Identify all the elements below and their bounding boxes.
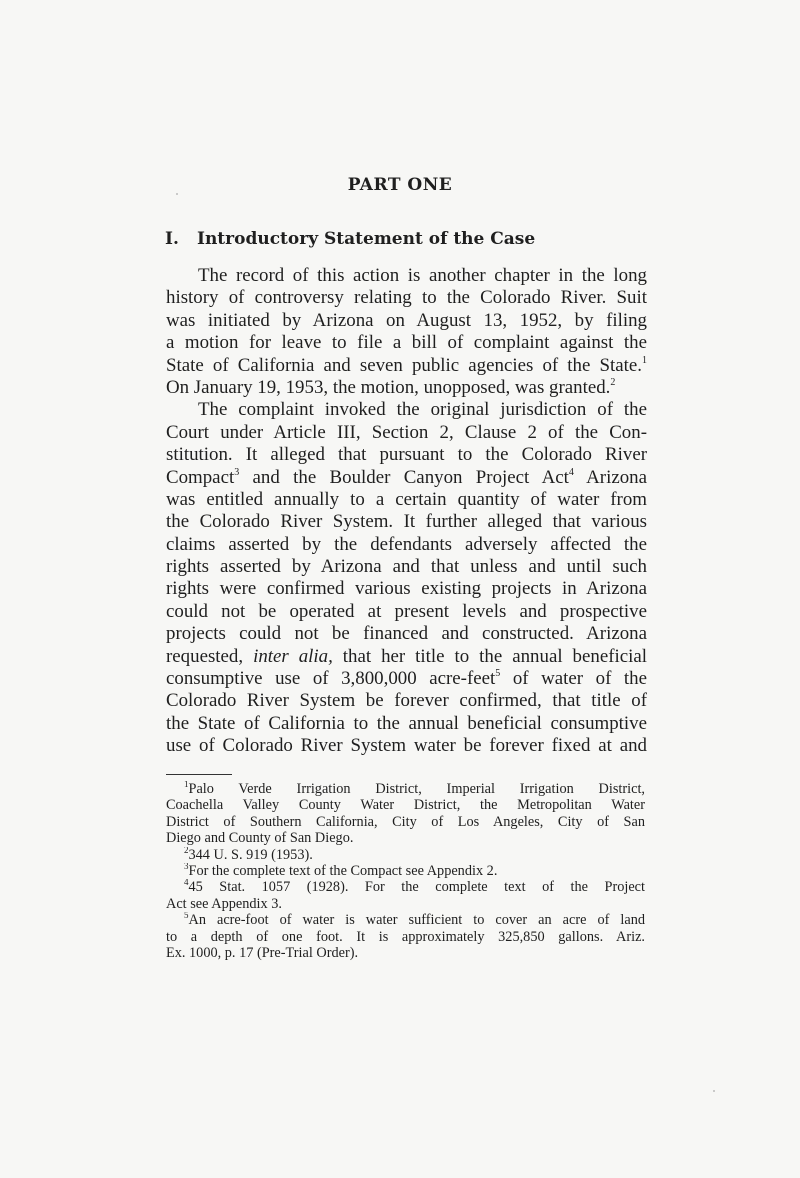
text-line: The complaint invoked the original jurisdiction of the	[198, 399, 647, 421]
footnote-line: $^1$Palo Verde Irrigation District, Imperial Irrigation District,	[184, 781, 645, 797]
footnote-marker: 4	[184, 879, 189, 888]
paper-speck	[176, 193, 178, 195]
footnote-ref: 3	[234, 466, 240, 478]
footnote-line: to a depth of one foot. It is approximately 325,850 gallons. Ariz.	[166, 928, 645, 945]
footnote-divider	[166, 774, 232, 775]
text-line: history of controversy relating to the Colorado River. Suit	[166, 287, 647, 309]
footnote-ref: 2	[610, 376, 616, 388]
footnote-marker: 3	[184, 862, 189, 871]
text-line: rights were confirmed various existing projects in Arizona	[166, 578, 647, 600]
text-line: rights asserted by Arizona and that unless and until such	[166, 556, 647, 578]
text-line: On January 19, 1953, the motion, unopposed, was granted.$^2$	[166, 376, 616, 398]
latin-phrase: inter alia,	[253, 645, 333, 667]
footnote-line: $^4$45 Stat. 1057 (1928). For the complete text of the Project	[184, 879, 645, 896]
footnote-ref: 5	[495, 668, 501, 680]
footnotes	[166, 781, 645, 961]
footnote-marker: 2	[184, 846, 189, 855]
part-title: PART ONE	[347, 175, 453, 195]
footnote-line: $^3$For the complete text of the Compact see Appendix 2.	[184, 862, 498, 879]
text-line: Compact$^3$ and the Boulder Canyon Project Act$^4$ Arizona	[166, 466, 647, 488]
section-heading	[165, 229, 535, 249]
footnote-marker: 1	[184, 781, 189, 789]
text-line: The record of this action is another chapter in the long	[198, 265, 647, 286]
footnote-line: Act see Appendix 3.	[166, 895, 282, 912]
text-line: was entitled annually to a certain quantity of water from	[166, 488, 647, 510]
text-line: Court under Article III, Section 2, Clause 2 of the Con-	[166, 421, 647, 443]
footnote-line: Ex. 1000, p. 17 (Pre-Trial Order).	[166, 944, 359, 961]
section-heading-text: Introductory Statement of the Case	[197, 229, 536, 249]
footnote-ref: 4	[568, 466, 574, 478]
paper-speck	[713, 1090, 715, 1092]
text-line: requested, inter alia, that her title to the annual beneficial	[166, 645, 647, 667]
body-text	[166, 265, 647, 758]
text-line: the State of California to the annual beneficial consumptive	[166, 712, 647, 734]
text-line: claims asserted by the defendants adversely affected the	[166, 533, 647, 555]
footnote-line: District of Southern California, City of Los Angeles, City of San	[166, 813, 645, 830]
footnote-line: $^5$An acre-foot of water is water sufficient to cover an acre of land	[184, 912, 645, 929]
footnote-ref: 1	[642, 354, 647, 366]
footnote-line: Coachella Valley County Water District, the Metropolitan Water	[166, 797, 645, 814]
text-line: consumptive use of 3,800,000 acre-feet$^5$ of water of the	[166, 668, 647, 690]
text-line: stitution. It alleged that pursuant to the Colorado River	[166, 444, 647, 466]
text-line: projects could not be financed and constructed. Arizona	[166, 623, 647, 645]
text-line: State of California and seven public agencies of the State.$^1$	[166, 354, 647, 376]
section-number: I.	[165, 229, 179, 249]
text-line: the Colorado River System. It further alleged that various	[166, 511, 647, 533]
footnote-marker: 5	[184, 912, 189, 921]
footnote-line: Diego and County of San Diego.	[166, 830, 354, 847]
text-line: was initiated by Arizona on August 13, 1952, by filing	[166, 309, 647, 331]
text-line: Colorado River System be forever confirmed, that title of	[166, 690, 647, 712]
footnote-line: $^2$344 U. S. 919 (1953).	[184, 846, 313, 863]
text-line: use of Colorado River System water be forever fixed at and	[166, 735, 647, 757]
text-line: a motion for leave to file a bill of complaint against the	[166, 332, 647, 354]
text-line: could not be operated at present levels and prospective	[166, 600, 647, 622]
